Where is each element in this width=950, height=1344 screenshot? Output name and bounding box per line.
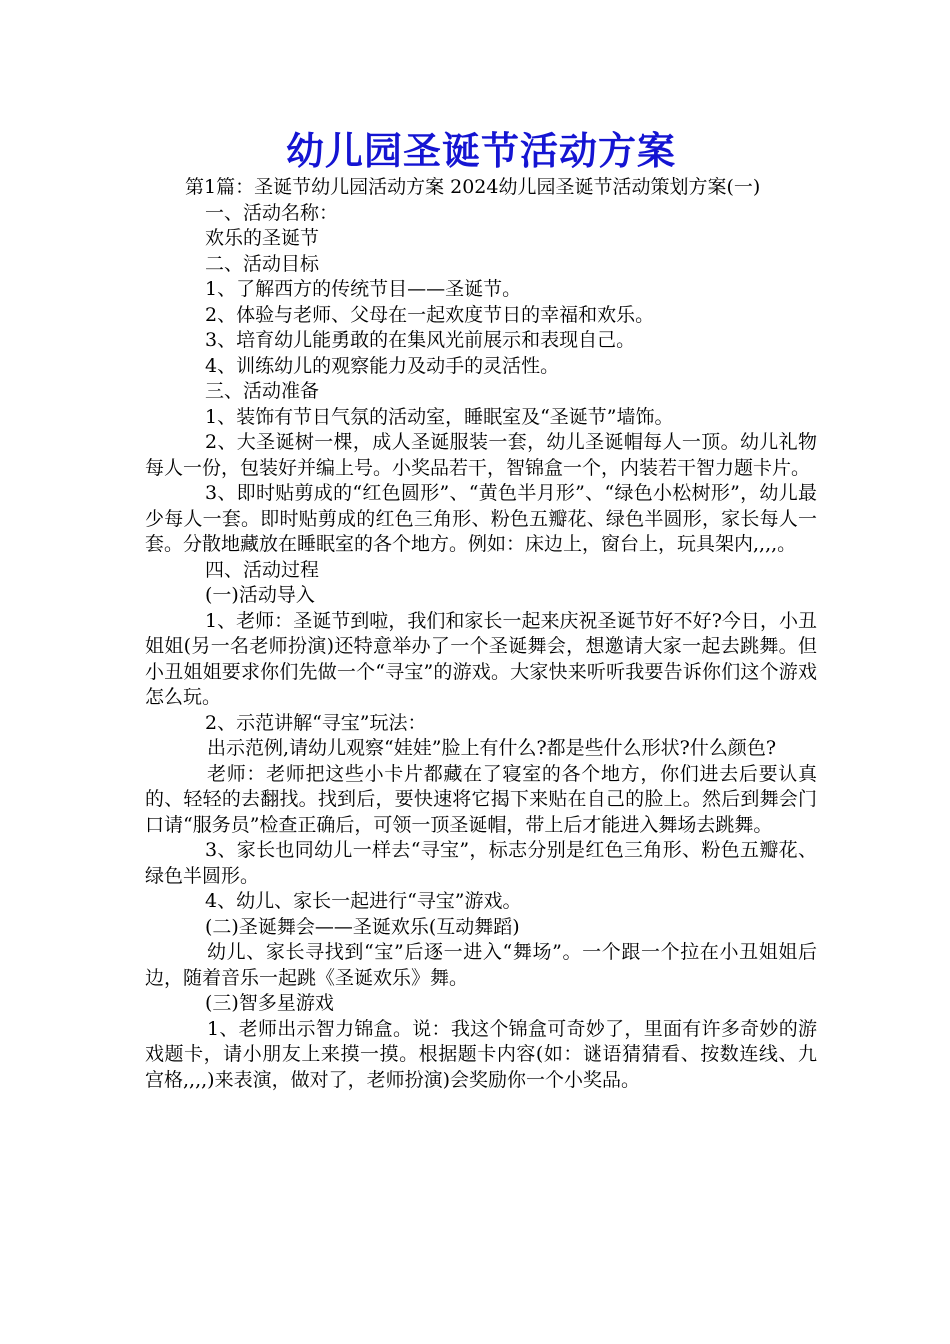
paragraph-goal-3: 3、培育幼儿能勇敢的在集风光前展示和表现自己。 bbox=[205, 329, 636, 351]
paragraph-goal-2: 2、体验与老师、父母在一起欢度节日的幸福和欢乐。 bbox=[205, 303, 655, 326]
paragraph-prep-1: 1、装饰有节日气氛的活动室，睡眠室及“圣诞节”墙饰。 bbox=[205, 405, 674, 428]
paragraph-game-heading: (三)智多星游戏 bbox=[205, 992, 334, 1014]
paragraph-intro-heading: (一)活动导入 bbox=[205, 584, 315, 606]
document-page bbox=[145, 128, 817, 1093]
paragraph-goals-heading: 二、活动目标 bbox=[205, 252, 320, 275]
paragraph-demo: 出示范例,请幼儿观察“娃娃”脸上有什么?都是些什么形状?什么颜色? bbox=[207, 737, 777, 759]
paragraph-goal-4: 4、训练幼儿的观察能力及动手的灵活性。 bbox=[205, 354, 560, 377]
paragraph-game-1: 1、老师出示智力锦盒。说：我这个锦盒可奇妙了，里面有许多奇妙的游戏题卡，请小朋友上来摸一摸。根据题卡内容(如：谜语猜猜看、按数连线、九宫格,,,,)来表演，做对了，老师扮演)会奖励你一个小奖品。 bbox=[145, 1017, 817, 1091]
paragraph-prep-3: 3、即时贴剪成的“红色圆形”、“黄色半月形”、“绿色小松树形”，幼儿最少每人一套。即时贴剪成的红色三角形、粉色五瓣花、绿色半圆形，家长每人一套。分散地藏放在睡眠室的各个地方。例如：床边上，窗台上，玩具架内,,,,。 bbox=[145, 482, 817, 555]
paragraph-intro-1: 1、老师：圣诞节到啦，我们和家长一起来庆祝圣诞节好不好?今日，小丑姐姐(另一名老师扮演)还特意举办了一个圣诞舞会，想邀请大家一起去跳舞。但小丑姐姐要求你们先做一个“寻宝”的游戏。大家快来听听我要告诉你们这个游戏怎么玩。 bbox=[145, 609, 817, 708]
document-title: 幼儿园圣诞节活动方案 bbox=[285, 129, 676, 173]
paragraph-intro-4: 4、幼儿、家长一起进行“寻宝”游戏。 bbox=[205, 890, 522, 912]
paragraph-process-heading: 四、活动过程 bbox=[205, 558, 320, 581]
paragraph-goal-1: 1、了解西方的传统节目——圣诞节。 bbox=[205, 278, 522, 300]
paragraph-intro-2: 2、示范讲解“寻宝”玩法： bbox=[205, 711, 427, 734]
paragraph-dance: 幼儿、家长寻找到“宝”后逐一进入“舞场”。一个跟一个拉在小丑姐姐后边，随着音乐一起跳《圣诞欢乐》舞。 bbox=[145, 941, 817, 989]
paragraph-prep-heading: 三、活动准备 bbox=[205, 380, 320, 402]
paragraph-prep-2: 2、大圣诞树一棵，成人圣诞服装一套，幼儿圣诞帽每人一顶。幼儿礼物每人一份，包装好并编上号。小奖品若干，智锦盒一个，内装若干智力题卡片。 bbox=[145, 431, 817, 479]
paragraph-dance-heading: (二)圣诞舞会——圣诞欢乐(互动舞蹈) bbox=[205, 915, 520, 938]
paragraph-activity-name-heading: 一、活动名称： bbox=[205, 201, 339, 224]
paragraph-teacher: 老师：老师把这些小卡片都藏在了寝室的各个地方，你们进去后要认真的、轻轻的去翻找。找到后，要快速将它揭下来贴在自己的脸上。然后到舞会门口请“服务员”检查正确后，可领一顶圣诞帽，带上后才能进入舞场去跳舞。 bbox=[145, 762, 817, 836]
paragraph-activity-name: 欢乐的圣诞节 bbox=[205, 227, 320, 249]
paragraph-part-heading: 第1篇：圣诞节幼儿园活动方案 2024幼儿园圣诞节活动策划方案(一) bbox=[185, 176, 761, 198]
paragraph-intro-3: 3、家长也同幼儿一样去“寻宝”，标志分别是红色三角形、粉色五瓣花、绿色半圆形。 bbox=[145, 839, 817, 887]
